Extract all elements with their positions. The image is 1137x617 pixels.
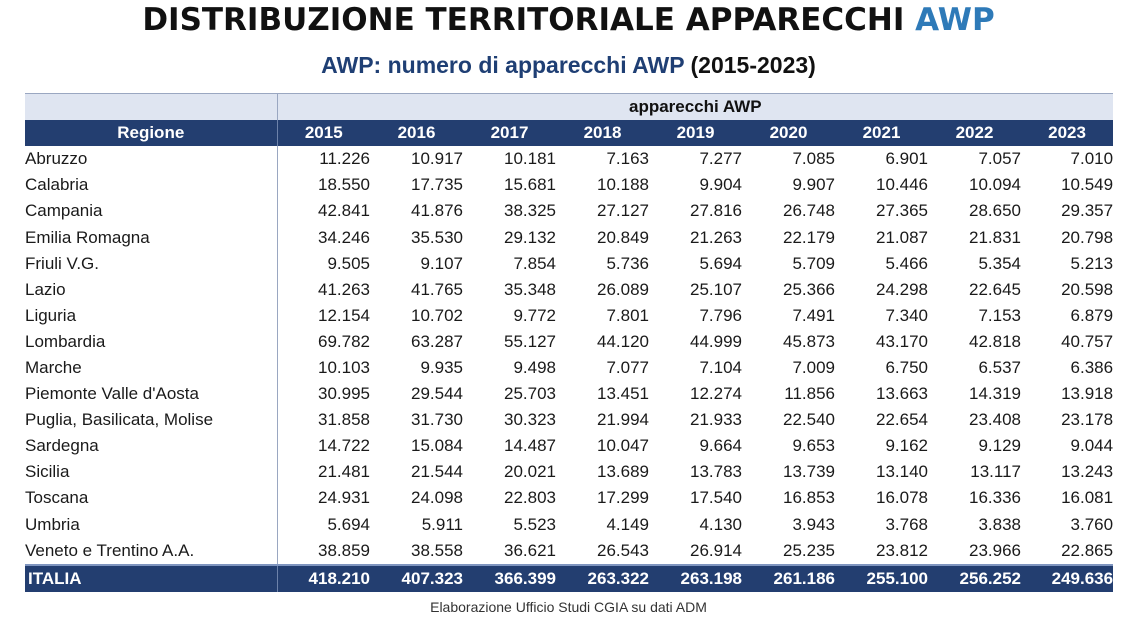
value-cell: 9.907 xyxy=(792,175,835,195)
value-cell: 13.663 xyxy=(876,384,928,404)
table-row xyxy=(25,538,1113,565)
value-cell: 42.818 xyxy=(969,331,1021,351)
value-cell: 5.911 xyxy=(421,514,463,534)
value-cell: 22.654 xyxy=(876,410,928,430)
value-cell: 15.084 xyxy=(411,436,463,456)
value-cell: 43.170 xyxy=(876,331,928,351)
column-header-year: 2020 xyxy=(742,120,835,146)
value-cell: 7.277 xyxy=(699,149,742,169)
value-cell: 16.078 xyxy=(876,488,928,508)
value-cell: 9.772 xyxy=(513,305,556,325)
region-cell: Umbria xyxy=(25,512,277,538)
region-cell: Calabria xyxy=(25,172,277,198)
region-cell: Friuli V.G. xyxy=(25,251,277,277)
region-cell: Toscana xyxy=(25,485,277,511)
column-header-year: 2015 xyxy=(277,120,370,146)
total-value-cell: 261.186 xyxy=(742,565,835,592)
value-cell: 13.117 xyxy=(970,462,1021,482)
value-cell: 21.831 xyxy=(969,227,1021,247)
value-cell: 7.153 xyxy=(978,305,1021,325)
value-cell: 7.009 xyxy=(792,357,835,377)
value-cell: 29.357 xyxy=(1061,201,1114,221)
value-cell: 22.645 xyxy=(969,279,1021,299)
awp-table xyxy=(25,93,1113,592)
value-cell: 13.739 xyxy=(783,462,835,482)
value-cell: 29.544 xyxy=(411,384,463,404)
value-cell: 10.446 xyxy=(876,175,928,195)
value-cell: 10.181 xyxy=(504,149,556,169)
value-cell: 7.104 xyxy=(699,357,742,377)
value-cell: 45.873 xyxy=(783,331,835,351)
value-cell: 20.798 xyxy=(1061,227,1114,247)
value-cell: 4.130 xyxy=(699,514,742,534)
value-cell: 3.760 xyxy=(1070,514,1114,534)
value-cell: 40.757 xyxy=(1061,331,1114,351)
total-value-cell: 366.399 xyxy=(463,565,556,592)
value-cell: 21.933 xyxy=(690,410,742,430)
value-cell: 6.537 xyxy=(978,357,1021,377)
region-cell: Marche xyxy=(25,355,277,381)
value-cell: 10.103 xyxy=(318,357,370,377)
region-cell: Lazio xyxy=(25,277,277,303)
value-cell: 7.085 xyxy=(792,149,835,169)
value-cell: 9.935 xyxy=(420,357,463,377)
value-cell: 9.129 xyxy=(978,436,1021,456)
value-cell: 17.540 xyxy=(690,488,742,508)
value-cell: 10.094 xyxy=(969,175,1021,195)
value-cell: 34.246 xyxy=(318,227,370,247)
value-cell: 9.664 xyxy=(699,436,742,456)
value-cell: 41.263 xyxy=(318,279,370,299)
value-cell: 7.796 xyxy=(699,305,742,325)
value-cell: 23.812 xyxy=(876,540,928,560)
value-cell: 7.010 xyxy=(1070,149,1114,169)
table-body xyxy=(25,146,1113,565)
value-cell: 22.803 xyxy=(504,488,556,508)
value-cell: 31.730 xyxy=(411,410,463,430)
value-cell: 12.154 xyxy=(318,305,370,325)
value-cell: 10.702 xyxy=(411,305,463,325)
value-cell: 21.994 xyxy=(597,410,649,430)
value-cell: 27.365 xyxy=(876,201,928,221)
total-row-label: ITALIA xyxy=(25,565,277,592)
value-cell: 20.021 xyxy=(504,462,556,482)
value-cell: 24.298 xyxy=(876,279,928,299)
group-header-label: apparecchi AWP xyxy=(277,94,1113,121)
value-cell: 24.098 xyxy=(411,488,463,508)
page-title xyxy=(0,2,1137,38)
table-row xyxy=(25,512,1113,538)
value-cell: 27.127 xyxy=(597,201,649,221)
value-cell: 35.530 xyxy=(411,227,463,247)
total-value-cell: 255.100 xyxy=(835,565,928,592)
value-cell: 6.879 xyxy=(1070,305,1114,325)
value-cell: 13.140 xyxy=(876,462,928,482)
table-row xyxy=(25,329,1113,355)
column-header-region: Regione xyxy=(25,120,277,146)
column-header-year: 2017 xyxy=(463,120,556,146)
table-row xyxy=(25,251,1113,277)
value-cell: 5.213 xyxy=(1070,253,1114,273)
value-cell: 42.841 xyxy=(318,201,370,221)
value-cell: 16.336 xyxy=(969,488,1021,508)
value-cell: 10.188 xyxy=(597,175,649,195)
region-cell: Puglia, Basilicata, Molise xyxy=(25,407,277,433)
value-cell: 69.782 xyxy=(318,331,370,351)
table-row xyxy=(25,459,1113,485)
total-value-cell: 256.252 xyxy=(928,565,1021,592)
value-cell: 26.543 xyxy=(597,540,649,560)
value-cell: 7.077 xyxy=(606,357,649,377)
page-subtitle-years: (2015-2023) xyxy=(690,52,816,78)
page-title-accent: AWP xyxy=(915,2,995,38)
region-cell: Abruzzo xyxy=(25,146,277,172)
column-header-year: 2018 xyxy=(556,120,649,146)
value-cell: 9.505 xyxy=(327,253,370,273)
value-cell: 14.319 xyxy=(969,384,1021,404)
value-cell: 21.263 xyxy=(690,227,742,247)
column-header-year: 2019 xyxy=(649,120,742,146)
value-cell: 4.149 xyxy=(606,514,649,534)
value-cell: 41.876 xyxy=(411,201,463,221)
value-cell: 9.044 xyxy=(1070,436,1114,456)
region-cell: Emilia Romagna xyxy=(25,224,277,250)
table-row xyxy=(25,381,1113,407)
total-row xyxy=(25,565,1113,592)
value-cell: 5.694 xyxy=(327,514,370,534)
value-cell: 44.120 xyxy=(597,331,649,351)
value-cell: 30.995 xyxy=(318,384,370,404)
value-cell: 25.235 xyxy=(783,540,835,560)
value-cell: 20.598 xyxy=(1061,279,1114,299)
value-cell: 22.865 xyxy=(1061,540,1114,560)
source-note: Elaborazione Ufficio Studi CGIA su dati ADM xyxy=(430,599,707,615)
region-cell: Veneto e Trentino A.A. xyxy=(25,538,277,565)
value-cell: 44.999 xyxy=(690,331,742,351)
value-cell: 5.736 xyxy=(606,253,649,273)
value-cell: 9.107 xyxy=(420,253,463,273)
value-cell: 6.386 xyxy=(1070,357,1114,377)
value-cell: 3.838 xyxy=(978,514,1021,534)
column-header-year: 2021 xyxy=(835,120,928,146)
value-cell: 38.325 xyxy=(504,201,556,221)
value-cell: 63.287 xyxy=(411,331,463,351)
total-value-cell: 407.323 xyxy=(370,565,463,592)
value-cell: 16.853 xyxy=(783,488,835,508)
value-cell: 27.816 xyxy=(690,201,742,221)
column-header-year: 2016 xyxy=(370,120,463,146)
value-cell: 14.487 xyxy=(504,436,556,456)
value-cell: 28.650 xyxy=(969,201,1021,221)
region-cell: Piemonte Valle d'Aosta xyxy=(25,381,277,407)
table-row xyxy=(25,277,1113,303)
region-cell: Lombardia xyxy=(25,329,277,355)
value-cell: 21.087 xyxy=(876,227,928,247)
table-row xyxy=(25,198,1113,224)
value-cell: 13.451 xyxy=(597,384,649,404)
value-cell: 38.558 xyxy=(411,540,463,560)
value-cell: 9.162 xyxy=(885,436,928,456)
value-cell: 6.750 xyxy=(885,357,928,377)
value-cell: 25.703 xyxy=(504,384,556,404)
region-cell: Campania xyxy=(25,198,277,224)
value-cell: 10.047 xyxy=(597,436,649,456)
value-cell: 23.178 xyxy=(1061,410,1114,430)
value-cell: 9.904 xyxy=(699,175,742,195)
value-cell: 13.243 xyxy=(1061,462,1114,482)
value-cell: 17.735 xyxy=(411,175,463,195)
table-row xyxy=(25,224,1113,250)
value-cell: 26.914 xyxy=(690,540,742,560)
value-cell: 16.081 xyxy=(1061,488,1114,508)
value-cell: 22.540 xyxy=(783,410,835,430)
value-cell: 13.918 xyxy=(1061,384,1114,404)
page-title-main: DISTRIBUZIONE TERRITORIALE APPARECCHI xyxy=(142,2,905,38)
group-header-row xyxy=(25,94,1113,121)
value-cell: 13.689 xyxy=(597,462,649,482)
value-cell: 38.859 xyxy=(318,540,370,560)
table-row xyxy=(25,355,1113,381)
value-cell: 7.340 xyxy=(885,305,928,325)
value-cell: 18.550 xyxy=(318,175,370,195)
value-cell: 9.653 xyxy=(792,436,835,456)
value-cell: 26.748 xyxy=(783,201,835,221)
value-cell: 21.544 xyxy=(411,462,463,482)
value-cell: 5.354 xyxy=(978,253,1021,273)
value-cell: 35.348 xyxy=(504,279,556,299)
column-header-row xyxy=(25,120,1113,146)
value-cell: 21.481 xyxy=(318,462,370,482)
value-cell: 7.163 xyxy=(606,149,649,169)
column-header-year: 2022 xyxy=(928,120,1021,146)
value-cell: 17.299 xyxy=(597,488,649,508)
value-cell: 6.901 xyxy=(885,149,928,169)
value-cell: 55.127 xyxy=(504,331,556,351)
value-cell: 7.801 xyxy=(606,305,649,325)
value-cell: 5.466 xyxy=(885,253,928,273)
total-value-cell: 263.322 xyxy=(556,565,649,592)
value-cell: 7.854 xyxy=(513,253,556,273)
region-cell: Liguria xyxy=(25,303,277,329)
value-cell: 25.107 xyxy=(690,279,742,299)
table-row xyxy=(25,146,1113,172)
value-cell: 13.783 xyxy=(690,462,742,482)
total-value-cell: 418.210 xyxy=(277,565,370,592)
group-header-corner xyxy=(25,94,277,121)
value-cell: 12.274 xyxy=(690,384,742,404)
value-cell: 3.768 xyxy=(885,514,928,534)
table-row xyxy=(25,485,1113,511)
value-cell: 30.323 xyxy=(504,410,556,430)
value-cell: 22.179 xyxy=(783,227,835,247)
value-cell: 20.849 xyxy=(597,227,649,247)
value-cell: 5.523 xyxy=(513,514,556,534)
table-row xyxy=(25,407,1113,433)
value-cell: 10.917 xyxy=(411,149,463,169)
value-cell: 10.549 xyxy=(1061,175,1114,195)
value-cell: 3.943 xyxy=(792,514,835,534)
value-cell: 11.226 xyxy=(319,149,370,169)
value-cell: 9.498 xyxy=(513,357,556,377)
value-cell: 26.089 xyxy=(597,279,649,299)
value-cell: 7.491 xyxy=(792,305,835,325)
value-cell: 5.694 xyxy=(699,253,742,273)
value-cell: 11.856 xyxy=(784,384,835,404)
value-cell: 29.132 xyxy=(504,227,556,247)
total-value-cell: 263.198 xyxy=(649,565,742,592)
region-cell: Sicilia xyxy=(25,459,277,485)
value-cell: 25.366 xyxy=(783,279,835,299)
value-cell: 24.931 xyxy=(318,488,370,508)
table-row xyxy=(25,303,1113,329)
value-cell: 23.408 xyxy=(969,410,1021,430)
table-row xyxy=(25,172,1113,198)
value-cell: 5.709 xyxy=(792,253,835,273)
value-cell: 36.621 xyxy=(504,540,556,560)
value-cell: 41.765 xyxy=(411,279,463,299)
table-row xyxy=(25,433,1113,459)
column-header-year: 2023 xyxy=(1021,120,1113,146)
value-cell: 15.681 xyxy=(504,175,556,195)
value-cell: 31.858 xyxy=(318,410,370,430)
page-subtitle-main: AWP: numero di apparecchi AWP xyxy=(321,52,685,78)
value-cell: 14.722 xyxy=(318,436,370,456)
total-value-cell: 249.636 xyxy=(1021,565,1113,592)
value-cell: 7.057 xyxy=(978,149,1021,169)
page-subtitle xyxy=(0,52,1137,79)
region-cell: Sardegna xyxy=(25,433,277,459)
value-cell: 23.966 xyxy=(969,540,1021,560)
